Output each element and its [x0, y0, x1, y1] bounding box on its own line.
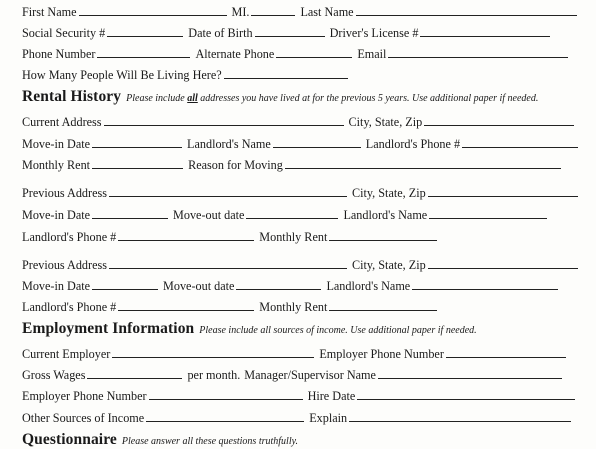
questionnaire-header	[22, 431, 298, 449]
move-in-label: Move-in Date	[22, 279, 91, 293]
dob-label: Date of Birth	[188, 26, 253, 40]
questionnaire-note: Please answer all these questions truthfully.	[121, 436, 298, 447]
previous-address-label: Previous Address	[22, 186, 107, 200]
phone-field[interactable]	[97, 47, 190, 58]
hire-row	[22, 389, 578, 404]
monthly-rent-field[interactable]	[92, 158, 183, 169]
move-in-label: Move-in Date	[22, 208, 91, 222]
move-out-field[interactable]	[246, 208, 338, 219]
move-in-field[interactable]	[92, 279, 158, 290]
landlord-name-label: Landlord's Name	[343, 208, 428, 222]
move-out-field[interactable]	[236, 279, 321, 290]
current-address-row	[22, 115, 577, 130]
phone-label: Phone Number	[22, 47, 96, 61]
questionnaire-title: Questionnaire	[22, 431, 117, 448]
ssn-label: Social Security #	[22, 26, 106, 40]
rental-history-note	[126, 93, 538, 104]
reason-field[interactable]	[285, 158, 561, 169]
employer-phone-field-2[interactable]	[149, 389, 303, 400]
landlord-phone-field[interactable]	[118, 300, 254, 311]
wages-row	[22, 368, 565, 383]
current-employer-field[interactable]	[112, 347, 314, 358]
people-label: How Many People Will Be Living Here?	[22, 68, 222, 82]
current-address-field[interactable]	[104, 115, 344, 126]
previous-dates-row-1	[22, 208, 550, 223]
employer-row	[22, 347, 569, 362]
landlord-phone-label: Landlord's Phone #	[22, 300, 117, 314]
phone-row	[22, 47, 571, 62]
rental-note-emphasis: all	[187, 93, 198, 104]
rental-history-title: Rental History	[22, 88, 122, 105]
monthly-rent-field[interactable]	[329, 300, 437, 311]
name-row	[22, 5, 580, 20]
previous-address-field[interactable]	[109, 258, 347, 269]
manager-label: Manager/Supervisor Name	[244, 368, 376, 382]
people-field[interactable]	[224, 68, 348, 79]
rental-note-pre: Please include	[126, 93, 188, 104]
other-income-label: Other Sources of Income	[22, 411, 145, 425]
license-field[interactable]	[420, 26, 550, 37]
employment-note: Please include all sources of income. Use additional paper if needed.	[199, 325, 477, 336]
previous-phone-row-1	[22, 230, 440, 245]
city-state-zip-label: City, State, Zip	[351, 186, 426, 200]
previous-address-field[interactable]	[109, 186, 347, 197]
manager-field[interactable]	[378, 368, 562, 379]
city-state-zip-field[interactable]	[428, 186, 578, 197]
city-state-zip-field[interactable]	[428, 258, 578, 269]
previous-address-row-1	[22, 186, 581, 201]
mi-label: MI.	[231, 5, 250, 19]
explain-label: Explain	[309, 411, 348, 425]
alt-phone-label: Alternate Phone	[195, 47, 275, 61]
per-month-label: per month.	[187, 368, 241, 382]
other-income-row	[22, 411, 574, 426]
landlord-name-field[interactable]	[273, 137, 361, 148]
first-name-label: First Name	[22, 5, 77, 19]
email-field[interactable]	[388, 47, 568, 58]
previous-address-row-2	[22, 258, 581, 273]
mi-field[interactable]	[251, 5, 295, 16]
first-name-field[interactable]	[79, 5, 227, 16]
move-in-field[interactable]	[92, 208, 168, 219]
landlord-name-label: Landlord's Name	[326, 279, 411, 293]
email-label: Email	[357, 47, 387, 61]
city-state-zip-field[interactable]	[424, 115, 574, 126]
gross-wages-field[interactable]	[87, 368, 182, 379]
hire-date-field[interactable]	[357, 389, 575, 400]
monthly-rent-label: Monthly Rent	[259, 300, 328, 314]
current-move-in-row	[22, 137, 581, 152]
monthly-rent-label: Monthly Rent	[22, 158, 91, 172]
license-label: Driver's License #	[329, 26, 419, 40]
employer-phone-label: Employer Phone Number	[319, 347, 444, 361]
reason-label: Reason for Moving	[188, 158, 283, 172]
previous-dates-row-2	[22, 279, 561, 294]
people-row	[22, 68, 351, 83]
explain-field[interactable]	[349, 411, 571, 422]
move-in-label: Move-in Date	[22, 137, 91, 151]
ssn-field[interactable]	[107, 26, 183, 37]
landlord-name-field[interactable]	[429, 208, 547, 219]
current-address-label: Current Address	[22, 115, 102, 129]
move-out-label: Move-out date	[173, 208, 245, 222]
city-state-zip-label: City, State, Zip	[351, 258, 426, 272]
city-state-zip-label: City, State, Zip	[348, 115, 423, 129]
landlord-name-field[interactable]	[412, 279, 558, 290]
ssn-row	[22, 26, 553, 41]
move-out-label: Move-out date	[163, 279, 235, 293]
move-in-field[interactable]	[92, 137, 182, 148]
rental-note-post: addresses you have lived at for the previous 5 years. Use additional paper if needed.	[197, 93, 539, 104]
current-employer-label: Current Employer	[22, 347, 111, 361]
alt-phone-field[interactable]	[276, 47, 352, 58]
employment-header	[22, 320, 477, 338]
landlord-phone-label: Landlord's Phone #	[365, 137, 461, 151]
dob-field[interactable]	[255, 26, 325, 37]
last-name-field[interactable]	[356, 5, 577, 16]
employer-phone-field[interactable]	[446, 347, 566, 358]
monthly-rent-label: Monthly Rent	[259, 230, 328, 244]
employer-phone-label-2: Employer Phone Number	[22, 389, 147, 403]
previous-phone-row-2	[22, 300, 440, 315]
rental-history-header	[22, 88, 538, 106]
monthly-rent-field[interactable]	[329, 230, 437, 241]
employment-title: Employment Information	[22, 320, 195, 337]
other-income-field[interactable]	[146, 411, 304, 422]
hire-date-label: Hire Date	[307, 389, 356, 403]
current-rent-row	[22, 158, 564, 173]
landlord-name-label: Landlord's Name	[187, 137, 271, 151]
landlord-phone-field[interactable]	[462, 137, 578, 148]
landlord-phone-label: Landlord's Phone #	[22, 230, 117, 244]
previous-address-label: Previous Address	[22, 258, 107, 272]
gross-wages-label: Gross Wages	[22, 368, 86, 382]
last-name-label: Last Name	[300, 5, 354, 19]
landlord-phone-field[interactable]	[118, 230, 254, 241]
